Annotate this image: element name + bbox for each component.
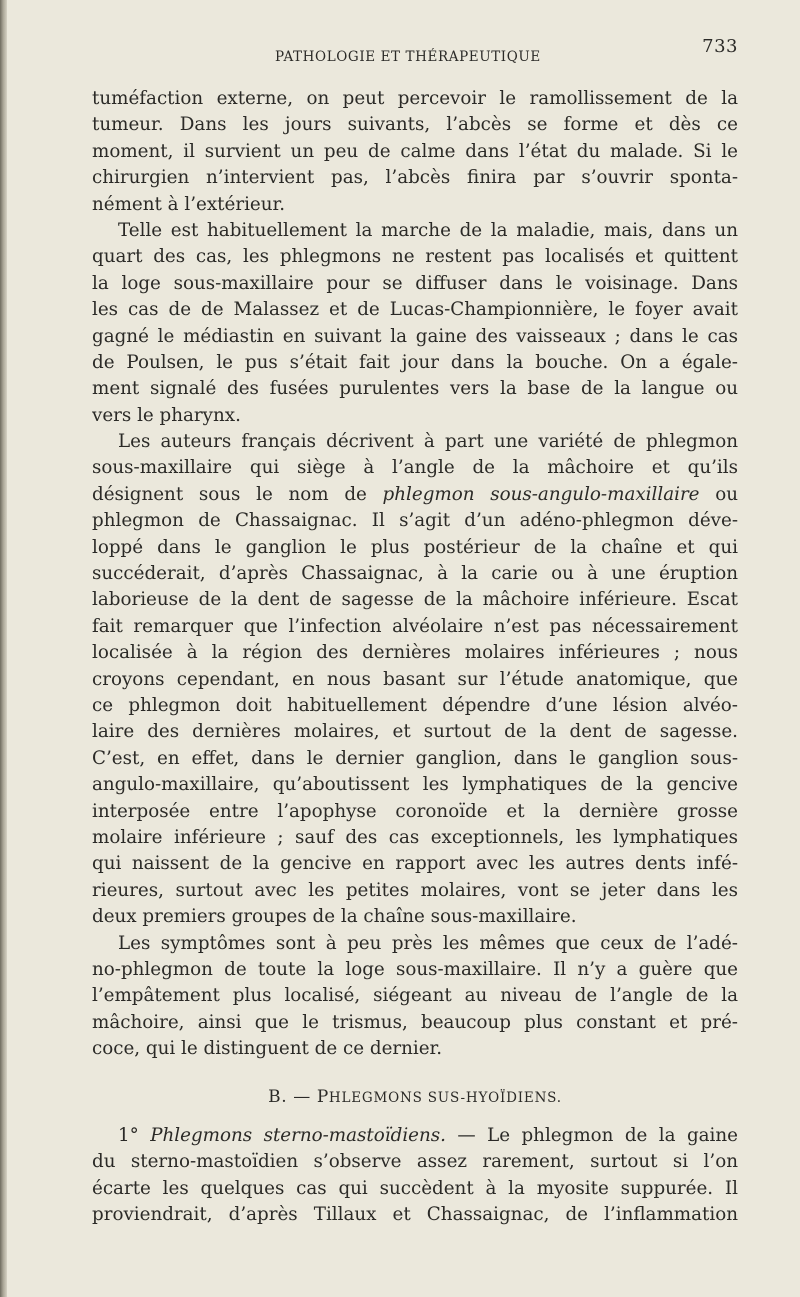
subsection-title: Phlegmons sterno-mastoïdiens.: [150, 1124, 446, 1146]
text-line: interposée entre l’apophyse coronoïde et la dernière grosse: [92, 800, 738, 822]
paragraph-4: [92, 931, 738, 1063]
text-line: coce, qui le distinguent de ce dernier.: [92, 1038, 443, 1060]
page-header: [92, 36, 738, 66]
text-line: écarte les quelques cas qui succèdent à la myosite suppurée. Il: [92, 1177, 738, 1199]
paragraph-2: [92, 218, 738, 429]
text-line: no-phlegmon de toute la loge sous-maxillaire. Il n’y a guère que: [92, 958, 738, 980]
text-line: ment signalé des fusées purulentes vers la base de la langue ou: [92, 378, 738, 400]
text-line: Les auteurs français décrivent à part une variété de phlegmon: [118, 431, 738, 453]
section-letter: B. —: [268, 1087, 317, 1108]
text-line: croyons cependant, en nous basant sur l’étude anatomique, que: [92, 668, 738, 690]
text-line: Les symptômes sont à peu près les mêmes que ceux de l’adé-: [118, 932, 738, 954]
section-title-initial: P: [316, 1087, 329, 1108]
page-number: 733: [702, 36, 738, 57]
running-head: PATHOLOGIE ET THÉRAPEUTIQUE: [275, 49, 541, 65]
text-line: qui naissent de la gencive en rapport avec les autres dents infé-: [92, 853, 738, 875]
text-line: proviendrait, d’après Tillaux et Chassaignac, de l’inflammation: [92, 1204, 738, 1226]
text-line: la loge sous-maxillaire pour se diffuser dans le voisinage. Dans: [92, 272, 738, 294]
text-line: gagné le médiastin en suivant la gaine des vaisseaux ; dans le cas: [92, 325, 738, 347]
text-line: chirurgien n’intervient pas, l’abcès finira par s’ouvrir sponta-: [92, 167, 738, 189]
text-line: phlegmon de Chassaignac. Il s’agit d’un adéno-phlegmon déve-: [92, 510, 738, 532]
section-heading: [92, 1084, 738, 1110]
section-title-smallcaps: HLEGMONS SUS-HYOÏDIENS.: [328, 1090, 562, 1107]
text-line: les cas de de Malassez et de Lucas-Championnière, le foyer avait: [92, 299, 738, 321]
text-line: C’est, en effet, dans le dernier ganglion, dans le ganglion sous-: [92, 747, 738, 769]
text-line: ce phlegmon doit habituellement dépendre d’une lésion alvéo-: [92, 694, 738, 716]
text-line: succéderait, d’après Chassaignac, à la carie ou à une éruption: [92, 563, 738, 585]
text-line: molaire inférieure ; sauf des cas exceptionnels, les lymphatiques: [92, 826, 738, 848]
text-line: l’empâtement plus localisé, siégeant au niveau de l’angle de la: [92, 985, 738, 1007]
text-line: tumeur. Dans les jours suivants, l’abcès se forme et dès ce: [92, 114, 738, 136]
text-line: rieures, surtout avec les petites molaires, vont se jeter dans les: [92, 879, 738, 901]
body-text: [92, 86, 738, 1228]
text-run: désignent sous le nom de: [92, 483, 383, 505]
text-line: sous-maxillaire qui siège à l’angle de la mâchoire et qu’ils: [92, 457, 738, 479]
text-line: loppé dans le ganglion le plus postérieur de la chaîne et qui: [92, 536, 738, 558]
text-line: moment, il survient un peu de calme dans l’état du malade. Si le: [92, 140, 738, 162]
paragraph-5: [92, 1123, 738, 1229]
text-line: nément à l’extérieur.: [92, 193, 286, 215]
text-line: de Poulsen, le pus s’était fait jour dans la bouche. On a égale-: [92, 351, 738, 373]
text-line: vers le pharynx.: [92, 404, 241, 426]
text-line: localisée à la région des dernières molaires inférieures ; nous: [92, 642, 738, 664]
text-line: [92, 1123, 738, 1149]
page-binding-edge: [0, 0, 7, 1297]
text-line: Telle est habituellement la marche de la maladie, mais, dans un: [118, 219, 738, 241]
paragraph-1: [92, 86, 738, 218]
subsection-number: 1°: [118, 1124, 151, 1146]
text-line: fait remarquer que l’infection alvéolaire n’est pas nécessairement: [92, 615, 738, 637]
text-line: du sterno-mastoïdien s’observe assez rarement, surtout si l’on: [92, 1151, 738, 1173]
text-line: laborieuse de la dent de sagesse de la mâchoire inférieure. Escat: [92, 589, 738, 611]
italic-term: phlegmon sous-angulo-maxillaire: [382, 483, 700, 505]
text-line: laire des dernières molaires, et surtout de la dent de sagesse.: [92, 721, 738, 743]
text-line: angulo-maxillaire, qu’aboutissent les lymphatiques de la gencive: [92, 774, 738, 796]
text-line: quart des cas, les phlegmons ne restent pas localisés et quittent: [92, 246, 738, 268]
text-run: — Le phlegmon de la gaine: [445, 1124, 738, 1146]
text-line: tuméfaction externe, on peut percevoir le ramollissement de la: [92, 88, 738, 109]
text-line: mâchoire, ainsi que le trismus, beaucoup plus constant et pré-: [92, 1011, 738, 1033]
text-line: deux premiers groupes de la chaîne sous-maxillaire.: [92, 906, 577, 928]
text-line: [92, 482, 738, 508]
paragraph-3: [92, 429, 738, 930]
text-run: ou: [699, 483, 738, 505]
